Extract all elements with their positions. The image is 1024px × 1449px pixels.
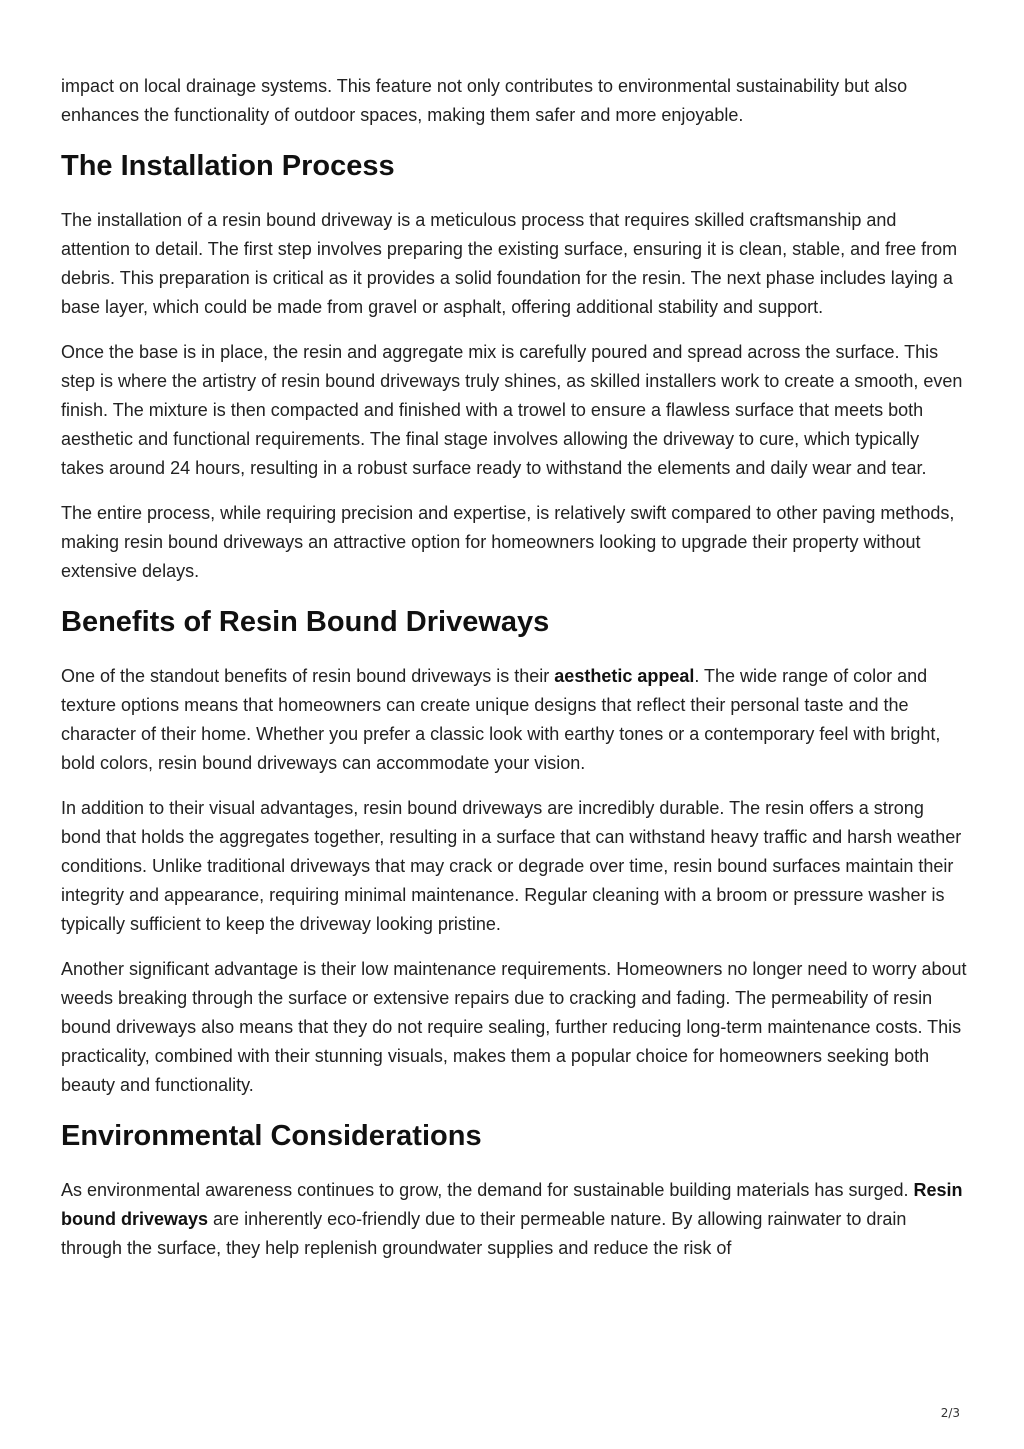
- benefits-text-pre: One of the standout benefits of resin bound driveways is their: [61, 666, 555, 686]
- benefits-paragraph-3: Another significant advantage is their low maintenance requirements. Homeowners no longer need to worry about weeds breaking through the surface or extensive repairs due to cracking and fading. The permeability of resin bound driveways also means that they do not require sealing, further reducing long-term maintenance costs. This practicality, combined with their stunning visuals, makes them a popular choice for homeowners seeking both beauty and functionality.: [61, 959, 967, 1095]
- environment-text-pre: As environmental awareness continues to grow, the demand for sustainable building materials has surged.: [61, 1180, 914, 1200]
- installation-paragraph-2: Once the base is in place, the resin and aggregate mix is carefully poured and spread across the surface. This step is where the artistry of resin bound driveways truly shines, as skilled installers work to create a smooth, even finish. The mixture is then compacted and finished with a trowel to ensure a flawless surface that meets both aesthetic and functional requirements. The final stage involves allowing the driveway to cure, which typically takes around 24 hours, resulting in a robust surface ready to withstand the elements and daily wear and tear.: [61, 342, 963, 478]
- installation-heading: The Installation Process: [61, 150, 395, 182]
- environment-paragraph-1: [61, 1176, 967, 1263]
- page-number: 2/3: [940, 1406, 960, 1420]
- benefits-paragraph-2: In addition to their visual advantages, resin bound driveways are incredibly durable. The resin offers a strong bond that holds the aggregates together, resulting in a surface that can withstand heavy traffic and harsh weather conditions. Unlike traditional driveways that may crack or degrade over time, resin bound surfaces maintain their integrity and appearance, requiring minimal maintenance. Regular cleaning with a broom or pressure washer is typically sufficient to keep the driveway looking pristine.: [61, 798, 962, 934]
- benefits-paragraph-1: [61, 662, 967, 778]
- document-body: [61, 72, 967, 1279]
- aesthetic-appeal-bold: aesthetic appeal: [554, 666, 695, 686]
- benefits-text-post: . The wide range of color and texture options means that homeowners can create unique designs that reflect their personal taste and the character of their home. Whether you prefer a classic look with earthy tones or a contemporary feel with bright, bold colors, resin bound driveways can accommodate your vision.: [61, 666, 941, 773]
- intro-paragraph: impact on local drainage systems. This feature not only contributes to environmental sustainability but also enhances the functionality of outdoor spaces, making them safer and more enjoyable.: [61, 76, 908, 125]
- installation-paragraph-1: The installation of a resin bound driveway is a meticulous process that requires skilled craftsmanship and attention to detail. The first step involves preparing the existing surface, ensuring it is clean, stable, and free from debris. This preparation is critical as it provides a solid foundation for the resin. The next phase includes laying a base layer, which could be made from gravel or asphalt, offering additional stability and support.: [61, 210, 958, 317]
- resin-bound-driveways-bold: Resin bound driveways: [61, 1180, 963, 1229]
- environment-heading: Environmental Considerations: [61, 1120, 482, 1152]
- environment-text-post: are inherently eco-friendly due to their permeable nature. By allowing rainwater to drain through the surface, they help replenish groundwater supplies and reduce the risk of: [61, 1209, 907, 1258]
- benefits-heading: Benefits of Resin Bound Driveways: [61, 606, 550, 638]
- installation-paragraph-3: The entire process, while requiring precision and expertise, is relatively swift compared to other paving methods, making resin bound driveways an attractive option for homeowners looking to upgrade their property without extensive delays.: [61, 503, 955, 581]
